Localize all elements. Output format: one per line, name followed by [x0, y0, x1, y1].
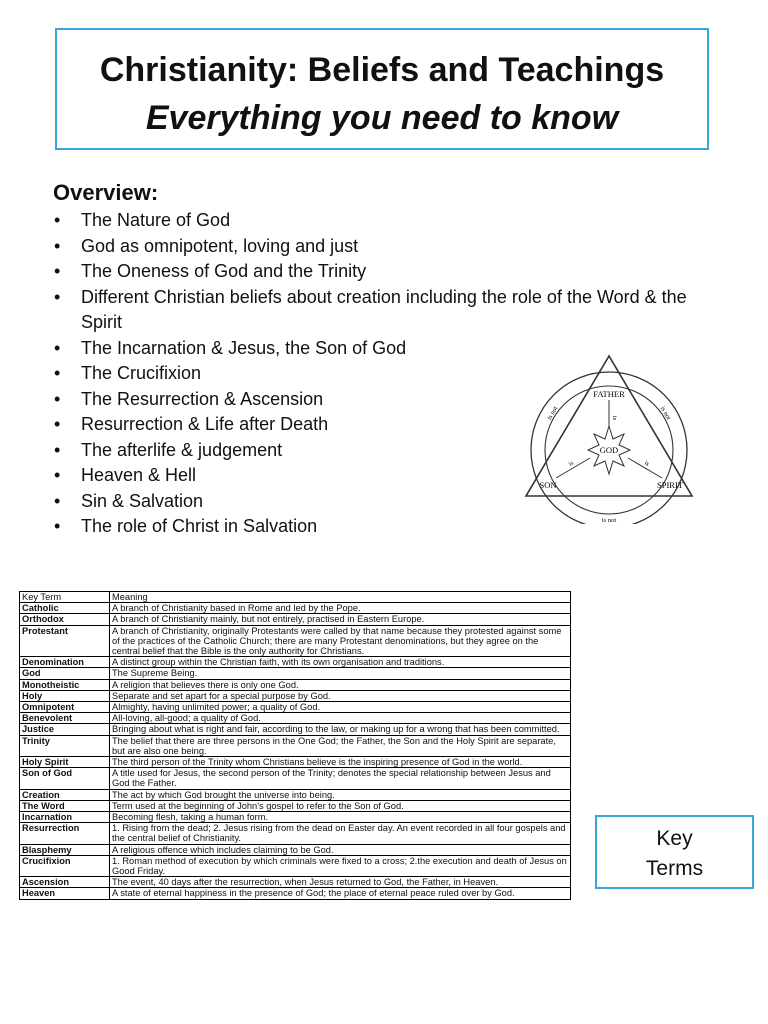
bullet-icon: •	[54, 337, 61, 358]
table-row	[20, 757, 571, 768]
term-cell: Protestant	[20, 625, 110, 657]
term-cell: Orthodox	[20, 614, 110, 625]
meaning-cell: A religious offence which includes claiming to be God.	[110, 844, 571, 855]
meaning-cell: Separate and set apart for a special purpose by God.	[110, 690, 571, 701]
overview-item: • The Oneness of God and the Trinity	[52, 259, 732, 285]
term-cell: Crucifixion	[20, 855, 110, 876]
table-row	[20, 768, 571, 789]
meaning-cell: The third person of the Trinity whom Christians believe is the inspiring presence of God in the world.	[110, 757, 571, 768]
diagram-label-is-top: is	[611, 415, 618, 421]
overview-item: • Resurrection & Life after Death	[52, 412, 732, 438]
table-row	[20, 657, 571, 668]
bullet-icon: •	[54, 516, 61, 536]
term-cell: Son of God	[20, 768, 110, 789]
overview-item: • God as omnipotent, loving and just	[52, 234, 732, 260]
table-row	[20, 625, 571, 657]
table-row	[20, 603, 571, 614]
meaning-cell: A title used for Jesus, the second person of the Trinity; denotes the special relationship between Jesus and God the Father.	[110, 768, 571, 789]
meaning-cell: A state of eternal happiness in the presence of God; the place of eternal peace ruled over by God.	[110, 888, 571, 899]
column-header-meaning: Meaning	[110, 592, 571, 603]
overview-item: • The Resurrection & Ascension	[52, 387, 732, 413]
bullet-icon: •	[54, 363, 61, 383]
meaning-cell: A branch of Christianity, originally Protestants were called by that name because they protested against some of the practices of the Catholic Church; there are many Protestant denominations, but they agree on the central belief that the Bible is the only authority for Christians.	[110, 625, 571, 657]
overview-item: • The Incarnation & Jesus, the Son of God	[52, 336, 732, 362]
term-cell: Trinity	[20, 735, 110, 756]
page-title: Christianity: Beliefs and Teachings	[99, 51, 665, 89]
meaning-cell: Term used at the beginning of John's gospel to refer to the Son of God.	[110, 800, 571, 811]
meaning-cell: A religion that believes there is only one God.	[110, 679, 571, 690]
key-terms-table	[19, 591, 571, 900]
overview-item: • Heaven & Hell	[52, 463, 732, 489]
meaning-cell: All-loving, all-good; a quality of God.	[110, 713, 571, 724]
table-row	[20, 702, 571, 713]
term-cell: Denomination	[20, 657, 110, 668]
term-cell: Omnipotent	[20, 702, 110, 713]
trinity-shield-diagram	[520, 352, 698, 524]
diagram-label-isnot-bottom: is not	[601, 517, 617, 524]
term-cell: Incarnation	[20, 812, 110, 823]
table-row	[20, 789, 571, 800]
meaning-cell: The Supreme Being.	[110, 668, 571, 679]
overview-item: • The afterlife & judgement	[52, 438, 732, 464]
term-cell: Blasphemy	[20, 844, 110, 855]
diagram-spoke-left	[556, 458, 590, 478]
key-terms-table-wrap	[19, 591, 571, 900]
table-row	[20, 614, 571, 625]
diagram-label-spirit: SPIRIT	[657, 480, 683, 490]
table-row	[20, 823, 571, 844]
key-terms-label-box	[595, 815, 754, 889]
bullet-icon: •	[54, 286, 61, 307]
bullet-icon: •	[54, 414, 61, 434]
meaning-cell: The belief that there are three persons in the One God; the Father, the Son and the Holy Spirit are separate, but are also one being.	[110, 735, 571, 756]
diagram-label-god: GOD	[599, 445, 619, 455]
table-row	[20, 724, 571, 735]
table-row	[20, 812, 571, 823]
table-row	[20, 690, 571, 701]
bullet-icon: •	[54, 439, 61, 460]
overview-item: • Different Christian beliefs about creation including the role of the Word & the Spirit	[54, 286, 687, 332]
diagram-label-is-right: is	[643, 459, 651, 468]
table-row	[20, 888, 571, 899]
table-row	[20, 844, 571, 855]
meaning-cell: Bringing about what is right and fair, according to the law, or making up for a wrong that has been committed.	[110, 724, 571, 735]
term-cell: The Word	[20, 800, 110, 811]
term-cell: Holy Spirit	[20, 757, 110, 768]
table-row	[20, 735, 571, 756]
key-terms-label-line1: Key	[656, 827, 693, 850]
meaning-cell: A distinct group within the Christian faith, with its own organisation and traditions.	[110, 657, 571, 668]
meaning-cell: A branch of Christianity based in Rome and led by the Pope.	[110, 603, 571, 614]
overview-item: • The Nature of God	[52, 208, 732, 234]
term-cell: Creation	[20, 789, 110, 800]
bullet-icon: •	[54, 490, 61, 511]
table-row	[20, 877, 571, 888]
bullet-icon: •	[54, 465, 61, 485]
term-cell: God	[20, 668, 110, 679]
meaning-cell: The act by which God brought the universe into being.	[110, 789, 571, 800]
diagram-label-isnot-left: is not	[546, 405, 560, 422]
term-cell: Benevolent	[20, 713, 110, 724]
diagram-label-father: FATHER	[593, 389, 625, 399]
overview-heading: Overview:	[53, 180, 159, 205]
meaning-cell: A branch of Christianity mainly, but not entirely, practised in Eastern Europe.	[110, 614, 571, 625]
table-row	[20, 800, 571, 811]
page-subtitle: Everything you need to know	[145, 99, 619, 137]
column-header-term: Key Term	[20, 592, 110, 603]
meaning-cell: Becoming flesh, taking a human form.	[110, 812, 571, 823]
bullet-icon: •	[54, 235, 61, 256]
title-box	[55, 28, 709, 150]
term-cell: Catholic	[20, 603, 110, 614]
table-header-row	[20, 592, 571, 603]
bullet-icon: •	[54, 210, 61, 230]
diagram-label-isnot-right: is not	[658, 405, 672, 422]
table-row	[20, 855, 571, 876]
key-terms-label-line2: Terms	[645, 857, 704, 880]
table-row	[20, 713, 571, 724]
diagram-label-son: SON	[539, 480, 557, 490]
bullet-icon: •	[54, 261, 61, 281]
meaning-cell: Almighty, having unlimited power; a quality of God.	[110, 702, 571, 713]
overview-item: • The role of Christ in Salvation	[52, 514, 732, 540]
term-cell: Ascension	[20, 877, 110, 888]
term-cell: Holy	[20, 690, 110, 701]
diagram-label-is-left: is	[567, 459, 575, 468]
term-cell: Monotheistic	[20, 679, 110, 690]
table-row	[20, 679, 571, 690]
meaning-cell: 1. Roman method of execution by which criminals were fixed to a cross; 2.the execution and death of Jesus on Good Friday.	[110, 855, 571, 876]
meaning-cell: The event, 40 days after the resurrection, when Jesus returned to God, the Father, in Heaven.	[110, 877, 571, 888]
term-cell: Heaven	[20, 888, 110, 899]
overview-item: • Sin & Salvation	[52, 489, 732, 515]
term-cell: Justice	[20, 724, 110, 735]
overview-item: • The Crucifixion	[52, 361, 732, 387]
table-row	[20, 668, 571, 679]
bullet-icon: •	[54, 388, 61, 409]
meaning-cell: 1. Rising from the dead; 2. Jesus rising from the dead on Easter day. An event recorded in all four gospels and the central belief of Christianity.	[110, 823, 571, 844]
term-cell: Resurrection	[20, 823, 110, 844]
